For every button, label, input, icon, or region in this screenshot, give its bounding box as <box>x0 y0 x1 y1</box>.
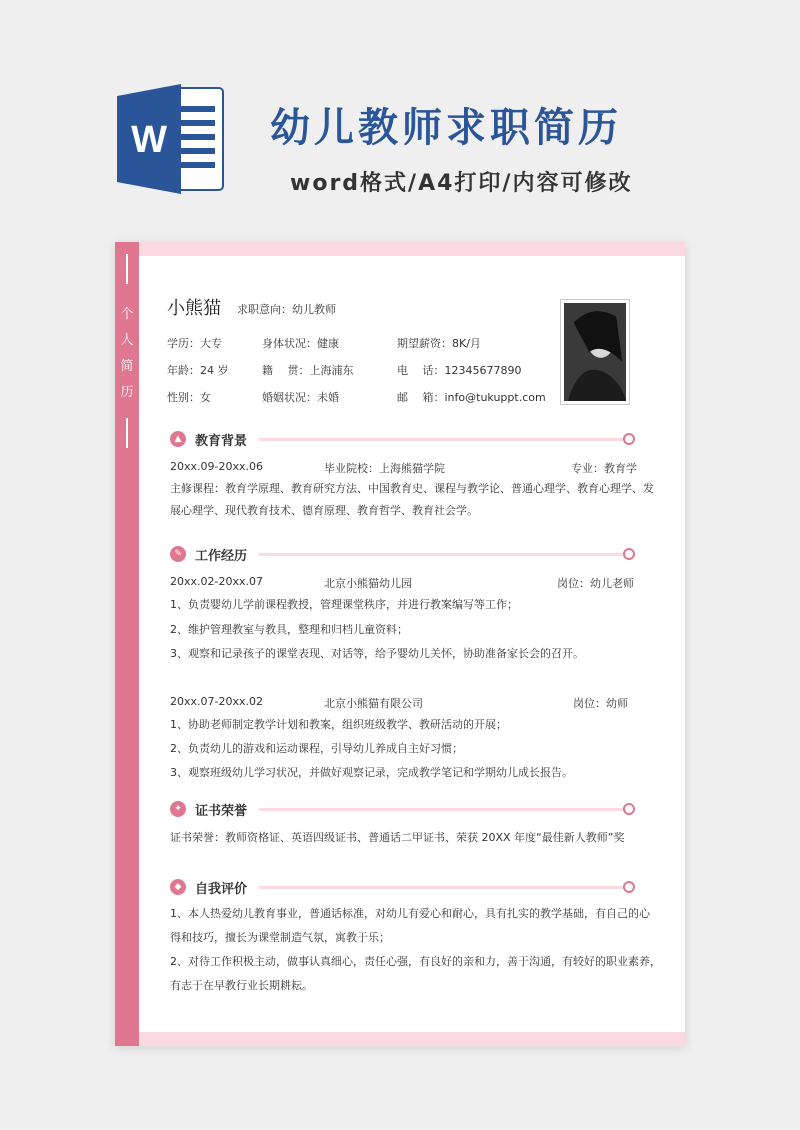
section-dot-education <box>623 433 635 445</box>
sidebar-label: 个人简历 <box>120 307 134 400</box>
section-dot-certs <box>623 803 635 815</box>
section-title-work: 工作经历 <box>195 549 248 564</box>
sidebar <box>115 242 139 1046</box>
self-line-2: 得和技巧，擅长为课堂制造气氛，寓教于乐； <box>170 931 390 944</box>
marital-status: 婚姻状况：未婚 <box>262 391 339 404</box>
job2-duty-3: 3、观察班级幼儿学习状况，并做好观察记录，完成教学笔记和学期幼儿成长报告。 <box>170 766 573 779</box>
job1-duty-2: 2、维护管理教室与教具，整理和归档儿童资料； <box>170 623 408 636</box>
job2-position: 岗位：幼师 <box>573 697 628 710</box>
section-dot-self <box>623 881 635 893</box>
bottom-accent-bar <box>139 1032 685 1046</box>
certificate-icon: ✦ <box>170 801 186 817</box>
resume-paper <box>115 242 685 1046</box>
candidate-name: 小熊猫 <box>167 298 221 319</box>
edu-courses-line-2: 展心理学、现代教育技术、德育原理、教育哲学、教育社会学。 <box>170 504 478 517</box>
section-title-certs: 证书荣誉 <box>195 804 248 819</box>
job2-company: 北京小熊猫有限公司 <box>324 697 423 710</box>
section-divider-certs <box>259 808 623 811</box>
job2-duty-1: 1、协助老师制定教学计划和教案，组织班级教学、教研活动的开展； <box>170 718 507 731</box>
education-level: 学历：大专 <box>167 337 222 350</box>
banner-title: 幼儿教师求职简历 <box>270 105 622 151</box>
email: 邮 箱：info@tukuppt.com <box>397 391 546 404</box>
gender: 性别：女 <box>167 391 211 404</box>
section-divider-self <box>259 886 623 889</box>
self-line-1: 1、本人热爱幼儿教育事业，普通话标准，对幼儿有爱心和耐心，具有扎实的教学基础，有自己的心 <box>170 907 650 920</box>
job2-period: 20xx.07-20xx.02 <box>170 695 263 708</box>
sidebar-line-bottom <box>126 418 128 448</box>
job-intent: 求职意向：幼儿教师 <box>237 303 336 316</box>
word-icon <box>117 84 227 194</box>
self-line-3: 2、对待工作积极主动，做事认真细心，责任心强，有良好的亲和力，善于沟通，有较好的职业素养， <box>170 955 661 968</box>
sidebar-line-top <box>126 254 128 284</box>
edu-school: 毕业院校：上海熊猫学院 <box>324 462 445 475</box>
health-status: 身体状况：健康 <box>262 337 339 350</box>
edu-courses-line-1: 主修课程：教育学原理、教育研究方法、中国教育史、课程与教学论、普通心理学、教育心理学、发 <box>170 482 654 495</box>
banner-subtitle: word格式/A4打印/内容可修改 <box>290 171 633 196</box>
profile-photo <box>560 299 630 405</box>
job1-period: 20xx.02-20xx.07 <box>170 575 263 588</box>
section-divider-work <box>259 553 623 556</box>
section-dot-work <box>623 548 635 560</box>
job1-position: 岗位：幼儿老师 <box>557 577 634 590</box>
section-title-education: 教育背景 <box>195 434 248 449</box>
section-title-self: 自我评价 <box>195 882 248 897</box>
self-line-4: 有志于在早教行业长期耕耘。 <box>170 979 313 992</box>
origin: 籍 贯：上海浦东 <box>262 364 354 377</box>
job2-duty-2: 2、负责幼儿的游戏和运动课程，引导幼儿养成自主好习惯； <box>170 742 463 755</box>
chat-icon: ◆ <box>170 879 186 895</box>
graduation-cap-icon: ▲ <box>170 431 186 447</box>
top-accent-bar <box>139 242 685 256</box>
phone: 电 话：12345677890 <box>397 364 522 377</box>
word-icon-letter: W <box>131 119 167 161</box>
edu-period: 20xx.09-20xx.06 <box>170 460 263 473</box>
section-divider-education <box>259 438 623 441</box>
edu-major: 专业：教育学 <box>571 462 637 475</box>
job1-duty-3: 3、观察和记录孩子的课堂表现、对话等，给予婴幼儿关怀，协助准备家长会的召开。 <box>170 647 584 660</box>
edit-icon: ✎ <box>170 546 186 562</box>
job1-company: 北京小熊猫幼儿园 <box>324 577 412 590</box>
age: 年龄：24 岁 <box>167 364 229 377</box>
certs-text: 证书荣誉：教师资格证、英语四级证书、普通话二甲证书、荣获 20XX 年度“最佳新人教师”奖 <box>170 831 625 844</box>
expected-salary: 期望薪资：8K/月 <box>397 337 481 350</box>
job1-duty-1: 1、负责婴幼儿学前课程教授，管理课堂秩序，并进行教案编写等工作； <box>170 598 518 611</box>
